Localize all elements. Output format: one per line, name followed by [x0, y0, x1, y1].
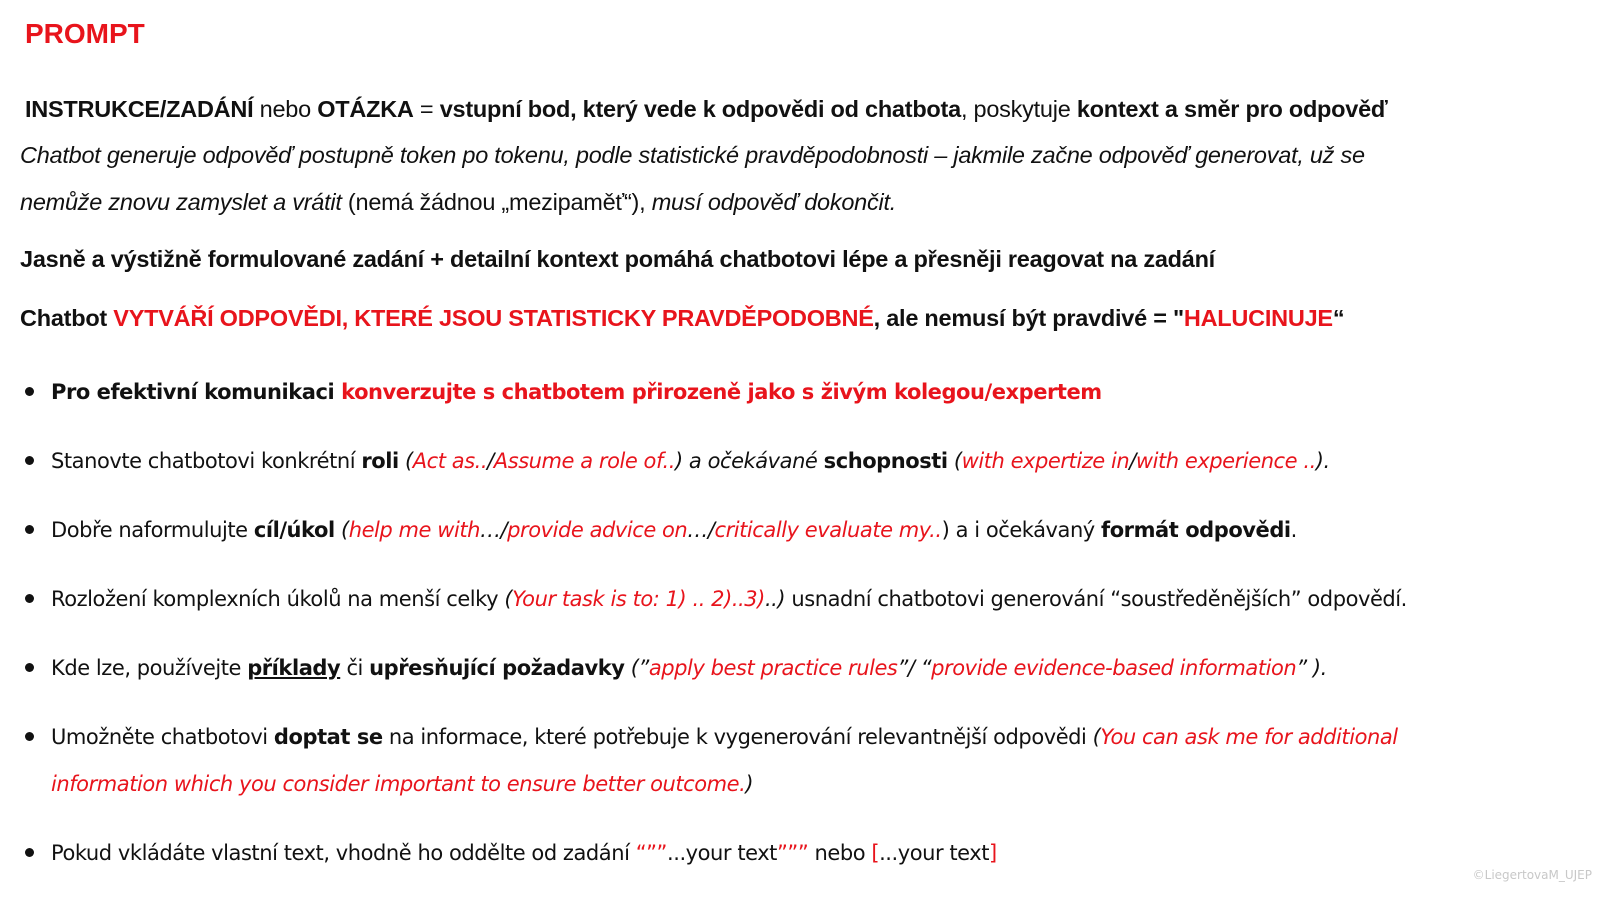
otazka-term: OTÁZKA	[317, 96, 414, 122]
intro-line-5: Chatbot VYTVÁŘÍ ODPOVĚDI, KTERÉ JSOU STATISTICKY PRAVDĚPODOBNÉ, ale nemusí být pravdivé = "HALUCINUJE“	[20, 305, 1345, 331]
bullet-dot-icon	[25, 456, 34, 465]
list-item: Pokud vkládáte vlastní text, vhodně ho oddělte od zadání “””...your text””” nebo [...your text]	[25, 841, 997, 865]
intro-line-4: Jasně a výstižně formulované zadání + detailní kontext pomáhá chatbotovi lépe a přesněji reagovat na zadání	[20, 246, 1215, 272]
instrukce-term: INSTRUKCE/ZADÁNÍ	[25, 96, 254, 122]
list-item: Stanovte chatbotovi konkrétní roli (Act as../Assume a role of..) a očekávané schopnosti (with expertize in/with experience ..).	[25, 449, 1330, 473]
list-item: Pro efektivní komunikaci konverzujte s chatbotem přirozeně jako s živým kolegou/expertem	[25, 380, 1102, 404]
bullet-dot-icon	[25, 594, 34, 603]
bullet-dot-icon	[25, 848, 34, 857]
list-item: Rozložení komplexních úkolů na menší celky (Your task is to: 1) .. 2)..3)..) usnadní chatbotovi generování “soustředěnějších” odpovědí.	[25, 587, 1407, 611]
intro-line-1: INSTRUKCE/ZADÁNÍ nebo OTÁZKA = vstupní bod, který vede k odpovědi od chatbota, poskytuje kontext a směr pro odpověď	[25, 96, 1388, 122]
bullet-dot-icon	[25, 663, 34, 672]
page-title: PROMPT	[25, 18, 145, 49]
statistically-probable-highlight: VYTVÁŘÍ ODPOVĚDI, KTERÉ JSOU STATISTICKY PRAVDĚPODOBNÉ	[113, 305, 874, 331]
list-item: Dobře naformulujte cíl/úkol (help me with…/provide advice on…/critically evaluate my..) a i očekávaný formát odpovědi.	[25, 518, 1297, 542]
list-item: Umožněte chatbotovi doptat se na informace, které potřebuje k vygenerování relevantnější odpovědi (You can ask me for additional	[25, 725, 1398, 749]
bullet-dot-icon	[25, 525, 34, 534]
list-item-continuation: information which you consider important to ensure better outcome.)	[51, 772, 754, 796]
halucinuje-highlight: HALUCINUJE	[1183, 305, 1333, 331]
intro-line-3: nemůže znovu zamyslet a vrátit (nemá žádnou „mezipaměť“), musí odpověď dokončit.	[20, 189, 897, 215]
intro-line-2: Chatbot generuje odpověď postupně token po tokenu, podle statistické pravděpodobnosti – jakmile začne odpověď generovat, už se	[20, 142, 1365, 168]
bullet-dot-icon	[25, 387, 34, 396]
bullet-dot-icon	[25, 732, 34, 741]
watermark: ©LiegertovaM_UJEP	[1472, 868, 1592, 882]
list-item: Kde lze, používejte příklady či upřesňující požadavky (”apply best practice rules”/ “provide evidence-based information” ).	[25, 656, 1327, 680]
